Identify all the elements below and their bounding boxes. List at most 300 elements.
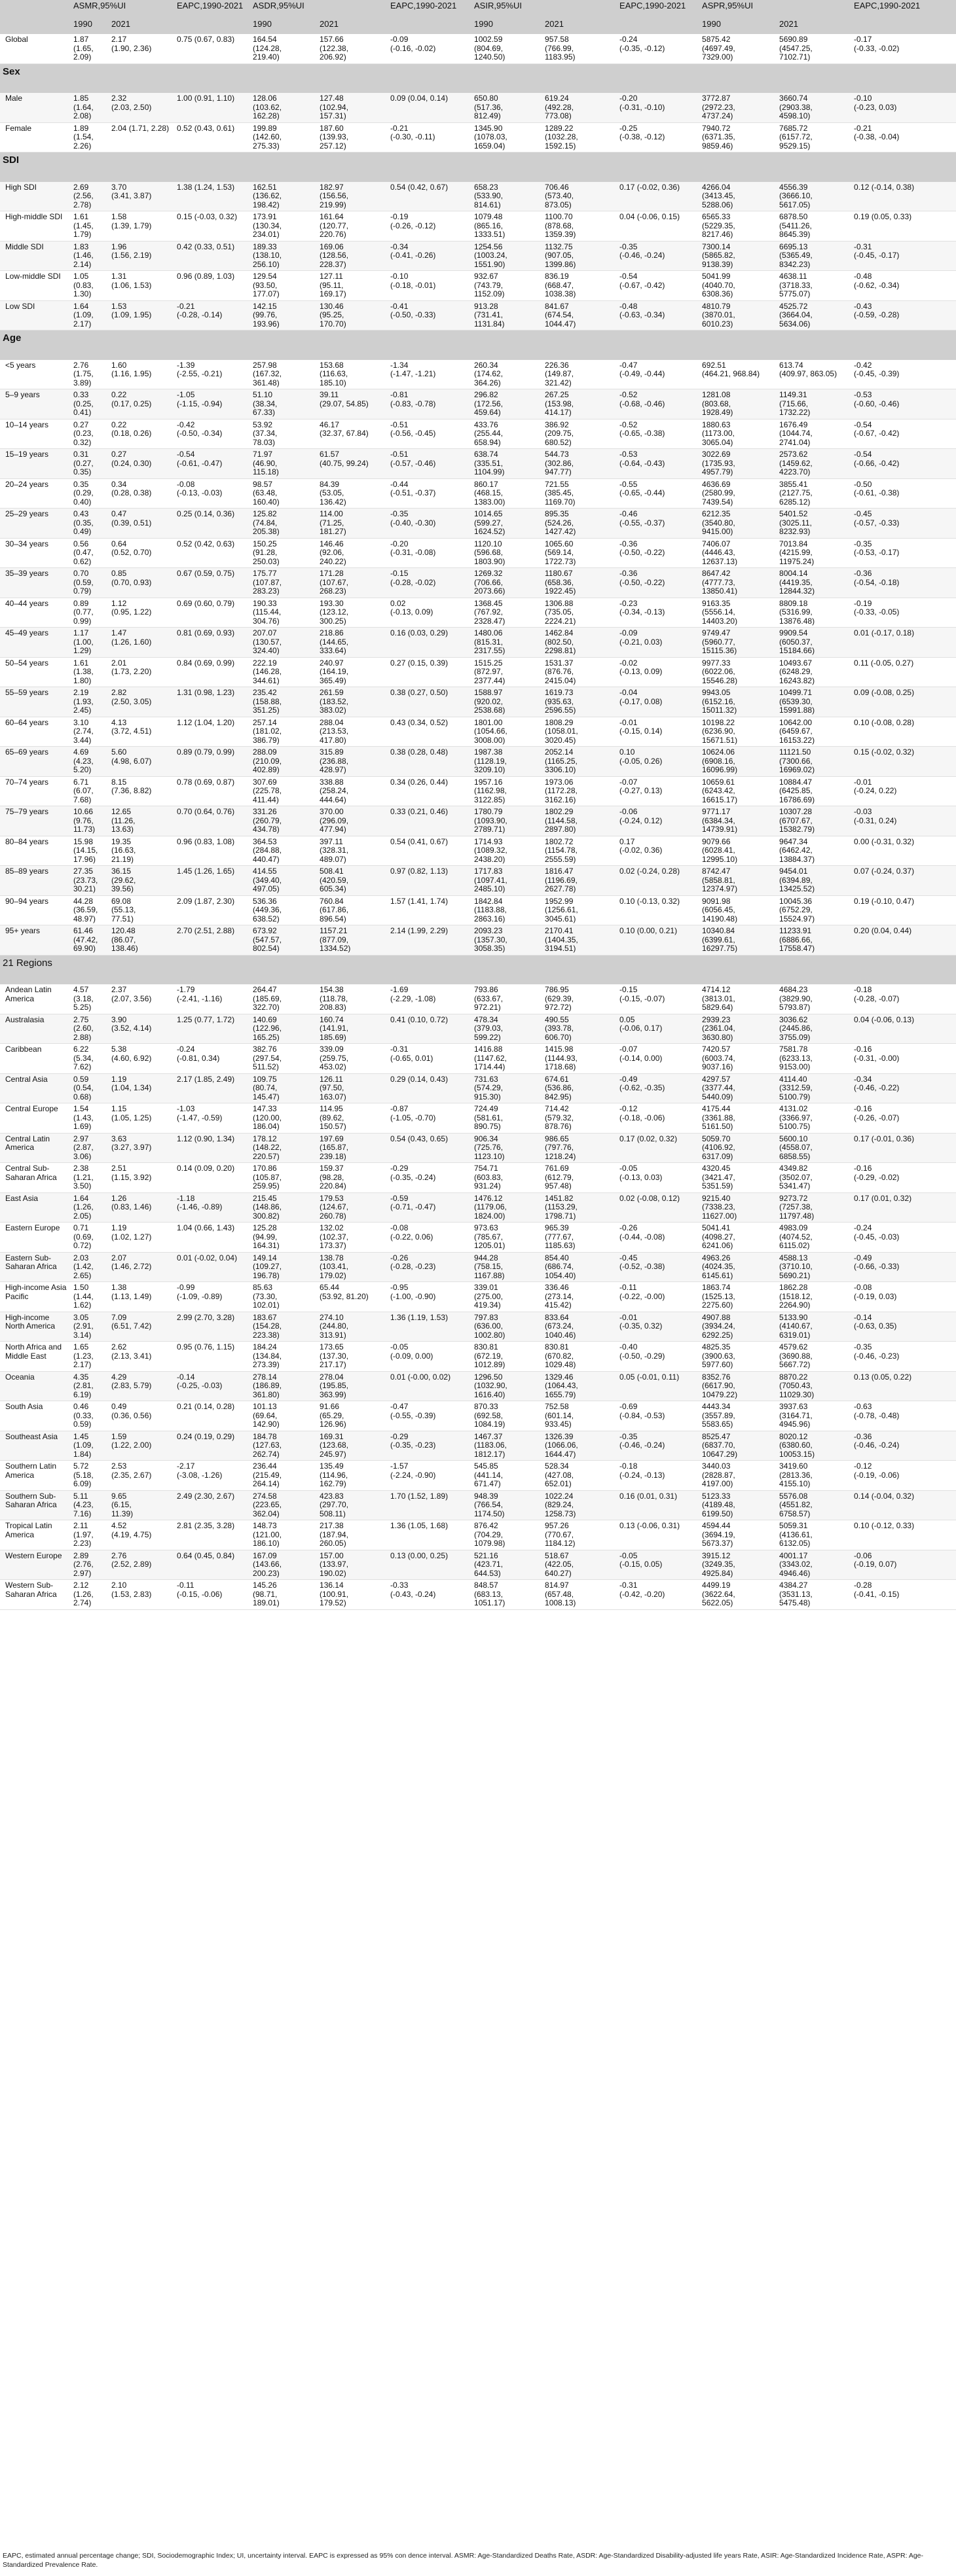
header-empty-cell bbox=[0, 18, 71, 34]
table-cell: 257.14 (181.02, 386.79) bbox=[250, 717, 317, 747]
table-cell: 9909.54 (6050.37, 15184.66) bbox=[777, 628, 851, 658]
table-cell: 536.36 (449.36, 638.52) bbox=[250, 895, 317, 925]
table-cell: -0.23 (-0.34, -0.13) bbox=[617, 598, 699, 628]
table-cell: 189.33 (138.10, 256.10) bbox=[250, 241, 317, 271]
row-label: <5 years bbox=[0, 360, 71, 389]
header-row-years bbox=[0, 18, 956, 34]
table-cell: 0.13 (-0.06, 0.31) bbox=[617, 1520, 699, 1550]
table-cell: -0.48 (-0.63, -0.34) bbox=[617, 300, 699, 331]
table-cell: 8352.76 (6617.90, 10479.22) bbox=[699, 1371, 777, 1401]
row-label: 75–79 years bbox=[0, 806, 71, 836]
table-cell: 1.36 (1.19, 1.53) bbox=[388, 1312, 471, 1342]
table-cell: 4320.45 (3421.47, 5351.59) bbox=[699, 1163, 777, 1193]
table-cell: 4556.39 (3666.10, 5617.05) bbox=[777, 182, 851, 211]
table-cell: -0.47 (-0.55, -0.39) bbox=[388, 1401, 471, 1431]
section-title: SDI bbox=[0, 152, 956, 182]
table-cell: 876.42 (704.29, 1079.98) bbox=[471, 1520, 542, 1550]
table-cell: 2.99 (2.70, 3.28) bbox=[174, 1312, 250, 1342]
table-cell: 8742.47 (5858.81, 12374.97) bbox=[699, 866, 777, 896]
table-cell: 833.64 (673.24, 1040.46) bbox=[542, 1312, 617, 1342]
table-cell: 5.38 (4.60, 6.92) bbox=[109, 1044, 174, 1074]
table-cell: -0.29 (-0.35, -0.24) bbox=[388, 1163, 471, 1193]
table-row bbox=[0, 836, 956, 866]
table-cell: -0.17 (-0.33, -0.02) bbox=[851, 34, 956, 63]
table-cell: 913.28 (731.41, 1131.84) bbox=[471, 300, 542, 331]
table-cell: 7013.84 (4215.99, 11975.24) bbox=[777, 538, 851, 568]
table-cell: 1.15 (1.05, 1.25) bbox=[109, 1103, 174, 1134]
table-cell: 944.28 (758.15, 1167.88) bbox=[471, 1252, 542, 1282]
table-cell: 1952.99 (1256.61, 3045.61) bbox=[542, 895, 617, 925]
table-cell: 0.12 (-0.14, 0.38) bbox=[851, 182, 956, 211]
header-empty-cell bbox=[0, 0, 71, 18]
table-cell: -0.54 (-0.66, -0.42) bbox=[851, 449, 956, 479]
table-cell: 5.60 (4.98, 6.07) bbox=[109, 747, 174, 777]
table-cell: -0.31 (-0.65, 0.01) bbox=[388, 1044, 471, 1074]
table-cell: 8809.18 (5316.99, 13876.48) bbox=[777, 598, 851, 628]
table-cell: -0.46 (-0.55, -0.37) bbox=[617, 509, 699, 539]
table-row bbox=[0, 509, 956, 539]
table-cell: 4684.23 (3829.90, 5793.87) bbox=[777, 984, 851, 1014]
table-cell: -0.02 (-0.13, 0.09) bbox=[617, 657, 699, 687]
section-header bbox=[0, 152, 956, 182]
table-cell: 1296.50 (1032.90, 1616.40) bbox=[471, 1371, 542, 1401]
table-cell: 69.08 (55.13, 77.51) bbox=[109, 895, 174, 925]
table-cell: 129.54 (93.50, 177.07) bbox=[250, 271, 317, 301]
row-label: Southern Sub-Saharan Africa bbox=[0, 1490, 71, 1520]
table-cell: 0.00 (-0.31, 0.32) bbox=[851, 836, 956, 866]
header-asdr: ASDR,95%UI bbox=[250, 0, 388, 18]
table-cell: 160.74 (141.91, 185.69) bbox=[317, 1014, 388, 1044]
table-cell: 114.00 (71.25, 181.27) bbox=[317, 509, 388, 539]
table-cell: 2093.23 (1357.30, 3058.35) bbox=[471, 925, 542, 956]
table-cell: 9647.34 (6462.42, 13884.37) bbox=[777, 836, 851, 866]
table-cell: 19.35 (16.63, 21.19) bbox=[109, 836, 174, 866]
table-cell: 2.53 (2.35, 2.67) bbox=[109, 1461, 174, 1491]
table-cell: 973.63 (785.67, 1205.01) bbox=[471, 1223, 542, 1253]
table-cell: -0.12 (-0.18, -0.06) bbox=[617, 1103, 699, 1134]
table-cell: 84.39 (53.05, 136.42) bbox=[317, 478, 388, 509]
table-cell: -0.08 (-0.19, 0.03) bbox=[851, 1282, 956, 1312]
table-cell: -0.28 (-0.41, -0.15) bbox=[851, 1580, 956, 1610]
table-cell: 9.65 (6.15, 11.39) bbox=[109, 1490, 174, 1520]
table-cell: 932.67 (743.79, 1152.09) bbox=[471, 271, 542, 301]
table-cell: 650.80 (517.36, 812.49) bbox=[471, 93, 542, 122]
table-cell: 10307.28 (6707.67, 15382.79) bbox=[777, 806, 851, 836]
table-cell: 3855.41 (2127.75, 6285.12) bbox=[777, 478, 851, 509]
table-cell: -0.50 (-0.61, -0.38) bbox=[851, 478, 956, 509]
table-cell: 0.05 (-0.06, 0.17) bbox=[617, 1014, 699, 1044]
table-cell: -0.16 (-0.29, -0.02) bbox=[851, 1163, 956, 1193]
header-year-1990: 1990 bbox=[699, 18, 777, 34]
table-cell: 4825.35 (3900.63, 5977.60) bbox=[699, 1342, 777, 1372]
table-cell: 4579.62 (3690.88, 5667.72) bbox=[777, 1342, 851, 1372]
table-cell: 2.76 (1.75, 3.89) bbox=[71, 360, 109, 389]
table-cell: 1588.97 (920.02, 2538.68) bbox=[471, 687, 542, 717]
table-cell: 0.09 (-0.08, 0.25) bbox=[851, 687, 956, 717]
table-row bbox=[0, 93, 956, 122]
table-cell: 1.65 (1.23, 2.17) bbox=[71, 1342, 109, 1372]
table-cell: 397.11 (328.31, 489.07) bbox=[317, 836, 388, 866]
table-cell: 0.11 (-0.05, 0.27) bbox=[851, 657, 956, 687]
table-cell: 1.60 (1.16, 1.95) bbox=[109, 360, 174, 389]
table-cell: 3937.63 (3164.71, 4945.96) bbox=[777, 1401, 851, 1431]
table-cell: 761.69 (612.79, 957.48) bbox=[542, 1163, 617, 1193]
row-label: High-income Asia Pacific bbox=[0, 1282, 71, 1312]
table-cell: -0.05 (-0.15, 0.05) bbox=[617, 1550, 699, 1580]
table-cell: 0.10 (-0.08, 0.28) bbox=[851, 717, 956, 747]
table-cell: 10499.71 (6539.30, 15991.88) bbox=[777, 687, 851, 717]
table-cell: 724.49 (581.61, 890.75) bbox=[471, 1103, 542, 1134]
table-cell: 0.04 (-0.06, 0.15) bbox=[617, 211, 699, 241]
table-cell: 508.41 (420.59, 605.34) bbox=[317, 866, 388, 896]
table-cell: 5.72 (5.18, 6.09) bbox=[71, 1461, 109, 1491]
table-cell: 1.12 (0.95, 1.22) bbox=[109, 598, 174, 628]
table-cell: 0.17 (-0.02, 0.36) bbox=[617, 836, 699, 866]
table-cell: 140.69 (122.96, 165.25) bbox=[250, 1014, 317, 1044]
table-cell: 1780.79 (1093.90, 2789.71) bbox=[471, 806, 542, 836]
table-cell: 714.42 (579.32, 878.76) bbox=[542, 1103, 617, 1134]
table-cell: 0.14 (-0.04, 0.32) bbox=[851, 1490, 956, 1520]
table-cell: 10198.22 (6236.90, 15671.51) bbox=[699, 717, 777, 747]
table-cell: 0.02 (-0.13, 0.09) bbox=[388, 598, 471, 628]
table-cell: 197.69 (165.87, 239.18) bbox=[317, 1133, 388, 1163]
header-year-2021: 2021 bbox=[317, 18, 388, 34]
table-cell: 382.76 (297.54, 511.52) bbox=[250, 1044, 317, 1074]
table-cell: 125.82 (74.84, 205.38) bbox=[250, 509, 317, 539]
table-cell: 236.44 (215.49, 264.14) bbox=[250, 1461, 317, 1491]
table-cell: 9163.35 (5556.14, 14403.20) bbox=[699, 598, 777, 628]
row-label: Tropical Latin America bbox=[0, 1520, 71, 1550]
table-cell: 187.60 (139.93, 257.12) bbox=[317, 122, 388, 152]
table-cell: 98.57 (63.48, 160.40) bbox=[250, 478, 317, 509]
table-cell: 0.27 (0.24, 0.30) bbox=[109, 449, 174, 479]
table-cell: 9215.40 (7338.23, 11627.00) bbox=[699, 1192, 777, 1223]
table-row bbox=[0, 1133, 956, 1163]
table-cell: -0.21 (-0.28, -0.14) bbox=[174, 300, 250, 331]
table-cell: 0.31 (0.27, 0.35) bbox=[71, 449, 109, 479]
table-cell: -0.49 (-0.66, -0.33) bbox=[851, 1252, 956, 1282]
table-cell: 157.66 (122.38, 206.92) bbox=[317, 34, 388, 63]
table-cell: -1.18 (-1.46, -0.89) bbox=[174, 1192, 250, 1223]
table-row bbox=[0, 1431, 956, 1461]
table-cell: 288.09 (210.09, 402.89) bbox=[250, 747, 317, 777]
row-label: 70–74 years bbox=[0, 776, 71, 806]
table-cell: 658.23 (533.90, 814.61) bbox=[471, 182, 542, 211]
table-cell: -0.36 (-0.46, -0.24) bbox=[851, 1431, 956, 1461]
table-cell: 1802.72 (1154.78, 2555.59) bbox=[542, 836, 617, 866]
row-label: Global bbox=[0, 34, 71, 63]
table-cell: -0.35 (-0.40, -0.30) bbox=[388, 509, 471, 539]
table-row bbox=[0, 568, 956, 598]
table-cell: 125.28 (94.99, 164.31) bbox=[250, 1223, 317, 1253]
row-label: 20–24 years bbox=[0, 478, 71, 509]
table-cell: 4907.88 (3934.24, 6292.25) bbox=[699, 1312, 777, 1342]
table-cell: 1.96 (1.56, 2.19) bbox=[109, 241, 174, 271]
table-cell: 674.61 (536.86, 842.95) bbox=[542, 1073, 617, 1103]
table-cell: 91.66 (65.29, 126.96) bbox=[317, 1401, 388, 1431]
table-cell: 173.91 (130.34, 234.01) bbox=[250, 211, 317, 241]
table-cell: 4638.11 (3718.33, 5775.07) bbox=[777, 271, 851, 301]
table-cell: 2.49 (2.30, 2.67) bbox=[174, 1490, 250, 1520]
table-cell: -1.34 (-1.47, -1.21) bbox=[388, 360, 471, 389]
table-cell: 10.66 (9.76, 11.73) bbox=[71, 806, 109, 836]
table-cell: 0.10 (0.00, 0.21) bbox=[617, 925, 699, 956]
table-cell: 261.59 (183.52, 383.02) bbox=[317, 687, 388, 717]
table-cell: 760.84 (617.86, 896.54) bbox=[317, 895, 388, 925]
table-cell: 120.48 (86.07, 138.46) bbox=[109, 925, 174, 956]
row-label: Caribbean bbox=[0, 1044, 71, 1074]
table-cell: 161.64 (120.77, 220.76) bbox=[317, 211, 388, 241]
table-cell: 1132.75 (907.05, 1399.86) bbox=[542, 241, 617, 271]
table-cell: 814.97 (657.48, 1008.13) bbox=[542, 1580, 617, 1610]
table-cell: 4175.44 (3361.88, 5161.50) bbox=[699, 1103, 777, 1134]
table-cell: 274.58 (223.65, 362.04) bbox=[250, 1490, 317, 1520]
table-cell: 0.95 (0.76, 1.15) bbox=[174, 1342, 250, 1372]
table-cell: 1079.48 (865.16, 1333.51) bbox=[471, 211, 542, 241]
row-label: Female bbox=[0, 122, 71, 152]
table-cell: 1451.82 (1153.29, 1798.71) bbox=[542, 1192, 617, 1223]
table-cell: -1.39 (-2.55, -0.21) bbox=[174, 360, 250, 389]
table-cell: 1862.28 (1518.12, 2264.90) bbox=[777, 1282, 851, 1312]
table-cell: 0.49 (0.36, 0.56) bbox=[109, 1401, 174, 1431]
table-cell: 0.20 (0.04, 0.44) bbox=[851, 925, 956, 956]
table-cell: 0.01 (-0.00, 0.02) bbox=[388, 1371, 471, 1401]
table-row bbox=[0, 687, 956, 717]
table-cell: -0.51 (-0.57, -0.46) bbox=[388, 449, 471, 479]
header-row-measures bbox=[0, 0, 956, 18]
table-cell: 9771.17 (6384.34, 14739.91) bbox=[699, 806, 777, 836]
table-cell: 2.82 (2.50, 3.05) bbox=[109, 687, 174, 717]
table-cell: 7420.57 (6003.74, 9037.16) bbox=[699, 1044, 777, 1074]
table-cell: 3036.62 (2445.86, 3755.09) bbox=[777, 1014, 851, 1044]
table-cell: 145.26 (98.71, 189.01) bbox=[250, 1580, 317, 1610]
table-cell: 3772.87 (2972.23, 4737.24) bbox=[699, 93, 777, 122]
row-label: High SDI bbox=[0, 182, 71, 211]
row-label: 95+ years bbox=[0, 925, 71, 956]
table-row bbox=[0, 389, 956, 420]
table-cell: 0.10 (-0.05, 0.26) bbox=[617, 747, 699, 777]
table-cell: 3419.60 (2813.36, 4155.10) bbox=[777, 1461, 851, 1491]
table-cell: -0.55 (-0.65, -0.44) bbox=[617, 478, 699, 509]
row-label: Southern Latin America bbox=[0, 1461, 71, 1491]
table-row bbox=[0, 1461, 956, 1491]
table-cell: 0.52 (0.42, 0.63) bbox=[174, 538, 250, 568]
table-cell: 4443.34 (3557.89, 5583.65) bbox=[699, 1401, 777, 1431]
table-cell: 2.89 (2.76, 2.97) bbox=[71, 1550, 109, 1580]
table-cell: -0.03 (-0.31, 0.24) bbox=[851, 806, 956, 836]
table-cell: -1.03 (-1.47, -0.59) bbox=[174, 1103, 250, 1134]
row-label: High-middle SDI bbox=[0, 211, 71, 241]
table-cell: 15.98 (14.15, 17.96) bbox=[71, 836, 109, 866]
table-cell: 0.35 (0.29, 0.40) bbox=[71, 478, 109, 509]
table-cell: -0.81 (-0.83, -0.78) bbox=[388, 389, 471, 420]
table-cell: 895.35 (524.26, 1427.42) bbox=[542, 509, 617, 539]
table-cell: 1416.88 (1147.62, 1714.44) bbox=[471, 1044, 542, 1074]
table-cell: 4131.02 (3366.97, 5100.75) bbox=[777, 1103, 851, 1134]
header-eapc-asir: EAPC,1990-2021 bbox=[617, 0, 699, 34]
table-cell: 1.58 (1.39, 1.79) bbox=[109, 211, 174, 241]
table-cell: 0.64 (0.52, 0.70) bbox=[109, 538, 174, 568]
table-cell: 157.00 (133.97, 190.02) bbox=[317, 1550, 388, 1580]
table-row bbox=[0, 628, 956, 658]
table-cell: 752.58 (601.14, 933.45) bbox=[542, 1401, 617, 1431]
table-cell: -0.99 (-1.09, -0.89) bbox=[174, 1282, 250, 1312]
table-cell: 264.47 (185.69, 322.70) bbox=[250, 984, 317, 1014]
table-cell: -0.06 (-0.24, 0.12) bbox=[617, 806, 699, 836]
table-cell: 7.09 (6.51, 7.42) bbox=[109, 1312, 174, 1342]
section-title: 21 Regions bbox=[0, 955, 956, 984]
table-cell: 1880.63 (1173.00, 3065.04) bbox=[699, 419, 777, 449]
table-row bbox=[0, 1371, 956, 1401]
table-cell: 1.38 (1.24, 1.53) bbox=[174, 182, 250, 211]
table-cell: -0.51 (-0.56, -0.45) bbox=[388, 419, 471, 449]
table-cell: 1.04 (0.66, 1.43) bbox=[174, 1223, 250, 1253]
table-cell: 5690.89 (4547.25, 7102.71) bbox=[777, 34, 851, 63]
row-label: 60–64 years bbox=[0, 717, 71, 747]
table-cell: -2.17 (-3.08, -1.26) bbox=[174, 1461, 250, 1491]
table-cell: 4349.82 (3502.07, 5341.47) bbox=[777, 1163, 851, 1193]
table-cell: 5123.33 (4189.48, 6199.50) bbox=[699, 1490, 777, 1520]
table-cell: -0.20 (-0.31, -0.10) bbox=[617, 93, 699, 122]
table-cell: 61.46 (47.42, 69.90) bbox=[71, 925, 109, 956]
table-cell: 706.46 (573.40, 873.05) bbox=[542, 182, 617, 211]
row-label: 80–84 years bbox=[0, 836, 71, 866]
table-cell: 2.81 (2.35, 3.28) bbox=[174, 1520, 250, 1550]
table-row bbox=[0, 1073, 956, 1103]
table-cell: 0.78 (0.69, 0.87) bbox=[174, 776, 250, 806]
table-cell: 0.46 (0.33, 0.59) bbox=[71, 1401, 109, 1431]
table-cell: 149.14 (109.27, 196.78) bbox=[250, 1252, 317, 1282]
table-row bbox=[0, 1044, 956, 1074]
table-cell: 0.16 (0.03, 0.29) bbox=[388, 628, 471, 658]
row-label: 65–69 years bbox=[0, 747, 71, 777]
table-cell: 1.89 (1.54, 2.26) bbox=[71, 122, 109, 152]
table-cell: 848.57 (683.13, 1051.17) bbox=[471, 1580, 542, 1610]
table-cell: 11233.91 (6886.66, 17558.47) bbox=[777, 925, 851, 956]
table-cell: 2.32 (2.03, 2.50) bbox=[109, 93, 174, 122]
table-cell: 0.34 (0.28, 0.38) bbox=[109, 478, 174, 509]
table-cell: 179.53 (124.67, 260.78) bbox=[317, 1192, 388, 1223]
table-cell: -0.04 (-0.17, 0.08) bbox=[617, 687, 699, 717]
header-year-2021: 2021 bbox=[542, 18, 617, 34]
table-cell: 4594.44 (3694.19, 5673.37) bbox=[699, 1520, 777, 1550]
header-year-2021: 2021 bbox=[777, 18, 851, 34]
row-label: Australasia bbox=[0, 1014, 71, 1044]
table-body bbox=[0, 34, 956, 1609]
table-cell: 9079.66 (6028.41, 12995.10) bbox=[699, 836, 777, 866]
table-cell: -0.34 (-0.46, -0.22) bbox=[851, 1073, 956, 1103]
table-cell: 142.15 (99.76, 193.96) bbox=[250, 300, 317, 331]
table-cell: -1.05 (-1.15, -0.94) bbox=[174, 389, 250, 420]
table-cell: 162.51 (136.62, 198.42) bbox=[250, 182, 317, 211]
table-cell: -0.21 (-0.38, -0.04) bbox=[851, 122, 956, 152]
table-cell: 370.00 (296.09, 477.94) bbox=[317, 806, 388, 836]
table-cell: 4.13 (3.72, 4.51) bbox=[109, 717, 174, 747]
table-cell: 3.10 (2.74, 3.44) bbox=[71, 717, 109, 747]
table-cell: -0.53 (-0.64, -0.43) bbox=[617, 449, 699, 479]
table-cell: 2.12 (1.26, 2.74) bbox=[71, 1580, 109, 1610]
table-cell: 1.36 (1.05, 1.68) bbox=[388, 1520, 471, 1550]
table-cell: 65.44 (53.92, 81.20) bbox=[317, 1282, 388, 1312]
table-row bbox=[0, 419, 956, 449]
table-cell: 3.90 (3.52, 4.14) bbox=[109, 1014, 174, 1044]
row-label: High-income North America bbox=[0, 1312, 71, 1342]
table-cell: 2.03 (1.42, 2.65) bbox=[71, 1252, 109, 1282]
table-cell: 184.78 (127.63, 262.74) bbox=[250, 1431, 317, 1461]
table-cell: 1515.25 (872.97, 2377.44) bbox=[471, 657, 542, 687]
table-cell: 1415.98 (1144.93, 1718.68) bbox=[542, 1044, 617, 1074]
table-cell: 1816.47 (1196.69, 2627.78) bbox=[542, 866, 617, 896]
table-cell: 0.34 (0.26, 0.44) bbox=[388, 776, 471, 806]
table-cell: -0.33 (-0.43, -0.24) bbox=[388, 1580, 471, 1610]
table-cell: 0.27 (0.15, 0.39) bbox=[388, 657, 471, 687]
row-label: 45–49 years bbox=[0, 628, 71, 658]
table-cell: 154.38 (118.78, 208.83) bbox=[317, 984, 388, 1014]
table-cell: 126.11 (97.50, 163.07) bbox=[317, 1073, 388, 1103]
table-cell: 130.46 (95.25, 170.70) bbox=[317, 300, 388, 331]
table-cell: 2.09 (1.87, 2.30) bbox=[174, 895, 250, 925]
table-cell: -0.16 (-0.26, -0.07) bbox=[851, 1103, 956, 1134]
table-cell: 1002.59 (804.69, 1240.50) bbox=[471, 34, 542, 63]
table-cell: 0.29 (0.14, 0.43) bbox=[388, 1073, 471, 1103]
table-cell: 0.13 (0.05, 0.22) bbox=[851, 1371, 956, 1401]
table-cell: 1.70 (1.52, 1.89) bbox=[388, 1490, 471, 1520]
table-cell: 2.69 (2.56, 2.78) bbox=[71, 182, 109, 211]
table-cell: 2.37 (2.07, 3.56) bbox=[109, 984, 174, 1014]
table-row bbox=[0, 1550, 956, 1580]
table-cell: 1.85 (1.64, 2.08) bbox=[71, 93, 109, 122]
table-cell: 2.70 (2.51, 2.88) bbox=[174, 925, 250, 956]
table-cell: 336.46 (273.14, 415.42) bbox=[542, 1282, 617, 1312]
row-label: South Asia bbox=[0, 1401, 71, 1431]
table-cell: 11121.50 (7300.66, 16969.02) bbox=[777, 747, 851, 777]
table-cell: 0.38 (0.28, 0.48) bbox=[388, 747, 471, 777]
table-cell: 4114.40 (3312.59, 5100.79) bbox=[777, 1073, 851, 1103]
table-cell: 5059.70 (4106.92, 6317.09) bbox=[699, 1133, 777, 1163]
row-label: 15–19 years bbox=[0, 449, 71, 479]
table-cell: 8525.47 (6837.70, 10647.29) bbox=[699, 1431, 777, 1461]
table-cell: 296.82 (172.56, 459.64) bbox=[471, 389, 542, 420]
table-cell: 7581.78 (6233.13, 9153.00) bbox=[777, 1044, 851, 1074]
header-eapc-asmr: EAPC,1990-2021 bbox=[174, 0, 250, 34]
table-row bbox=[0, 1580, 956, 1610]
table-cell: -0.14 (-0.63, 0.35) bbox=[851, 1312, 956, 1342]
table-cell: 274.10 (244.80, 313.91) bbox=[317, 1312, 388, 1342]
table-cell: 164.54 (124.28, 219.40) bbox=[250, 34, 317, 63]
table-row bbox=[0, 895, 956, 925]
table-row bbox=[0, 34, 956, 63]
table-cell: 3.70 (3.41, 3.87) bbox=[109, 182, 174, 211]
table-cell: 1149.31 (715.66, 1732.22) bbox=[777, 389, 851, 420]
table-cell: 673.92 (547.57, 802.54) bbox=[250, 925, 317, 956]
table-cell: 692.51 (464.21, 968.84) bbox=[699, 360, 777, 389]
table-cell: 3440.03 (2828.87, 4197.00) bbox=[699, 1461, 777, 1491]
row-label: Southeast Asia bbox=[0, 1431, 71, 1461]
table-cell: 9977.33 (6022.06, 15546.28) bbox=[699, 657, 777, 687]
table-cell: 1801.00 (1054.66, 3008.00) bbox=[471, 717, 542, 747]
table-cell: -0.40 (-0.50, -0.29) bbox=[617, 1342, 699, 1372]
table-cell: -0.01 (-0.24, 0.22) bbox=[851, 776, 956, 806]
header-eapc-aspr: EAPC,1990-2021 bbox=[851, 0, 956, 34]
table-cell: 2.04 (1.71, 2.28) bbox=[109, 122, 174, 152]
table-cell: 1973.06 (1172.28, 3162.16) bbox=[542, 776, 617, 806]
table-cell: -0.35 (-0.46, -0.23) bbox=[851, 1342, 956, 1372]
table-cell: 6.22 (5.34, 7.62) bbox=[71, 1044, 109, 1074]
table-cell: 521.16 (423.71, 644.53) bbox=[471, 1550, 542, 1580]
table-cell: 1.12 (0.90, 1.34) bbox=[174, 1133, 250, 1163]
table-cell: 338.88 (258.24, 444.64) bbox=[317, 776, 388, 806]
table-cell: 0.47 (0.39, 0.51) bbox=[109, 509, 174, 539]
